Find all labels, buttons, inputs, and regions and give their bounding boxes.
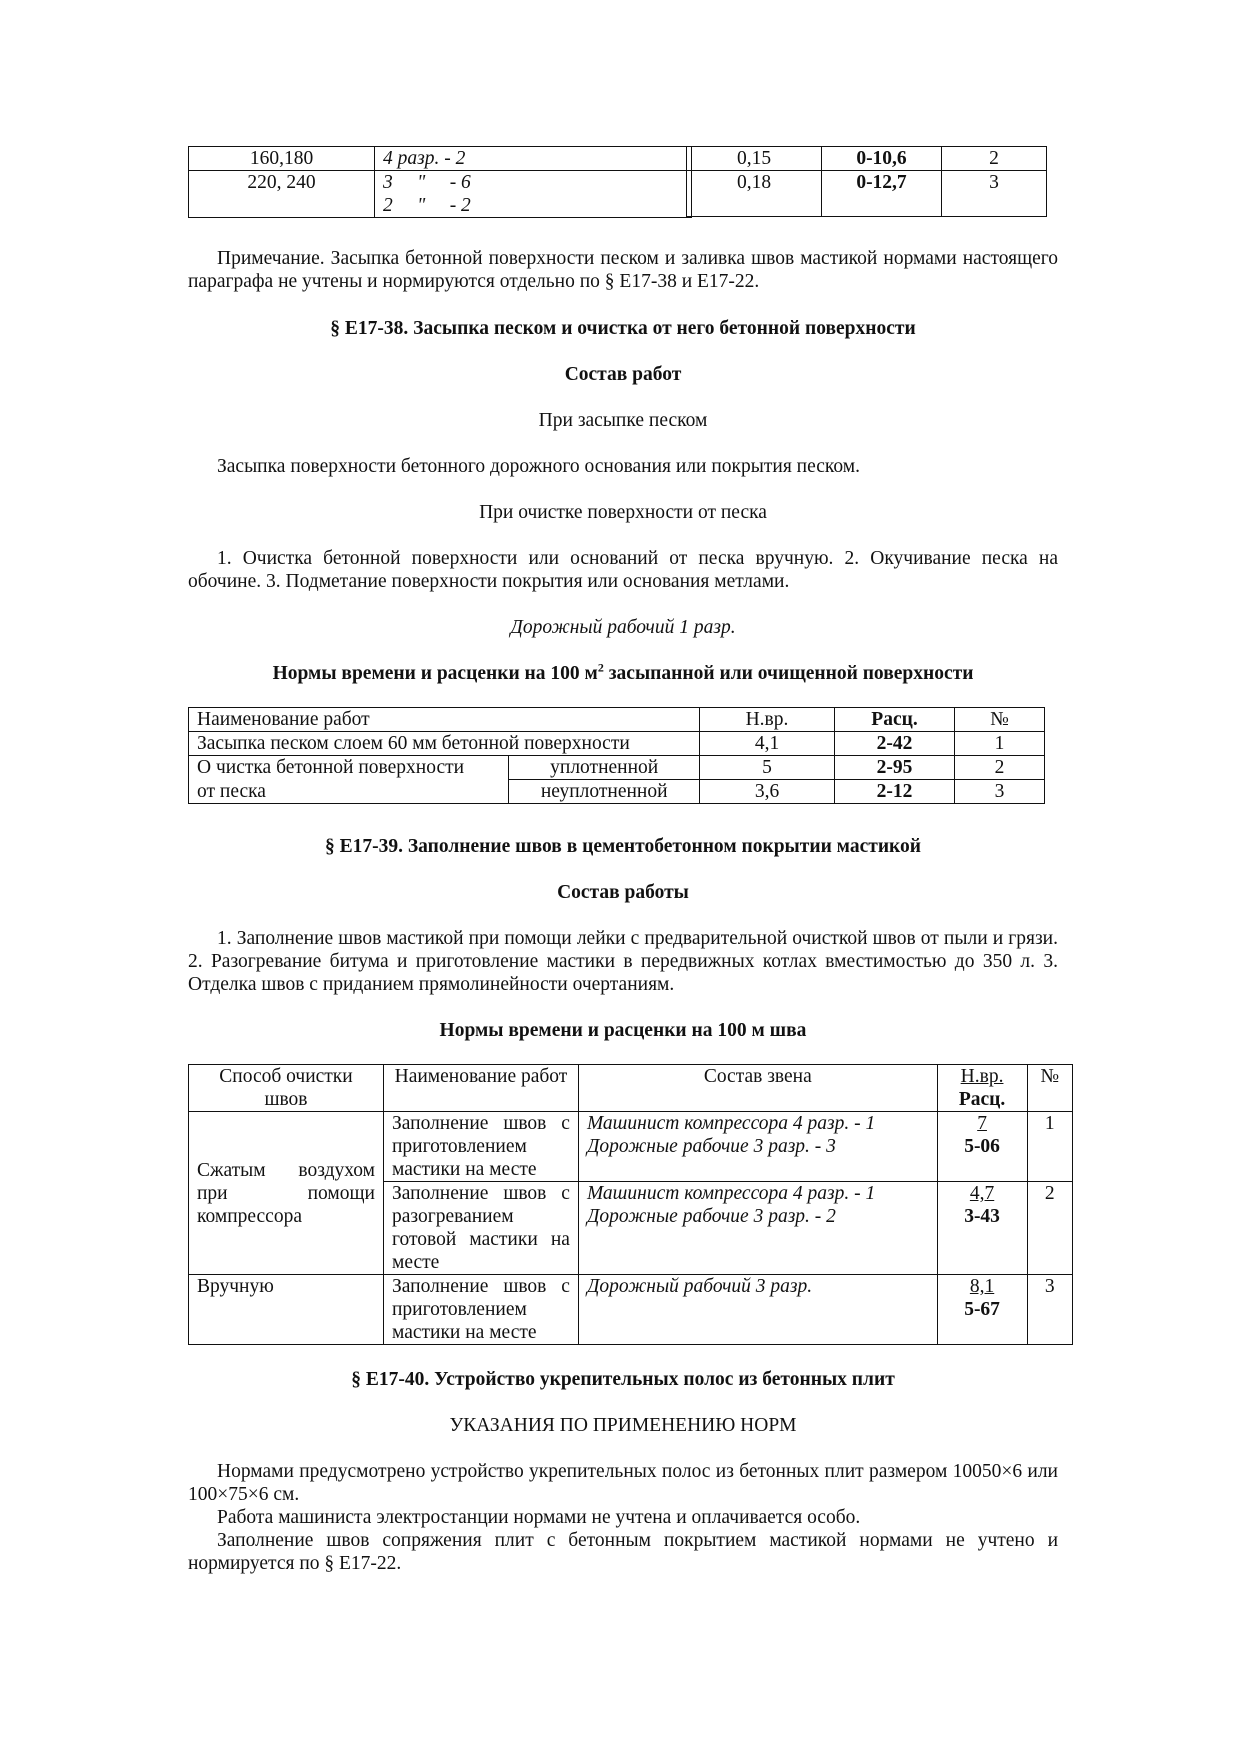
crew-line: Машинист компрессора 4 разр. - 1	[586, 1183, 876, 1204]
header-number: №	[1027, 1065, 1072, 1112]
rate-cell: 2-95	[835, 756, 955, 780]
crew-line: Машинист компрессора 4 разр. - 1	[586, 1113, 876, 1134]
hvr-value: 7	[977, 1113, 987, 1134]
number-cell: 3	[955, 780, 1045, 804]
worker-grade: Дорожный рабочий 1 разр.	[510, 617, 736, 638]
paragraph-instructions-3: Заполнение швов сопряжения плит с бетонным покрытием мастикой нормами не учтено и нормируется по § Е17-22.	[188, 1530, 1058, 1574]
hvr-rate-cell	[937, 1112, 1027, 1182]
header-rate: Расц.	[958, 1089, 1006, 1110]
paragraph-composition: 1. Заполнение швов мастикой при помощи лейки с предварительной очисткой швов от пыли и грязи. 2. Разогревание битума и приготовление мастики в передвижных котлах вместимостью до 350 л. 3. Отделка швов с приданием прямолинейности очертаниям.	[188, 928, 1058, 995]
header-hvr-rate	[937, 1065, 1027, 1112]
hvr-cell: 3,6	[700, 780, 835, 804]
number-cell: 3	[1027, 1275, 1072, 1345]
rate-cell: 2-42	[835, 732, 955, 756]
crew-cell	[578, 1112, 937, 1182]
hvr-value: 8,1	[969, 1276, 995, 1297]
norms-table-e17-39	[188, 1064, 1073, 1345]
work-name: от песка	[189, 780, 509, 804]
section-heading-e17-40: § Е17-40. Устройство укрепительных полос из бетонных плит	[351, 1369, 895, 1390]
header-name: Наименование работ	[189, 708, 700, 732]
norms-title-e17-39: Нормы времени и расценки на 100 м шва	[439, 1020, 807, 1041]
section-heading-e17-39: § Е17-39. Заполнение швов в цементобетонном покрытии мастикой	[324, 836, 922, 857]
header-name: Наименование работ	[383, 1065, 578, 1112]
work-subtype: уплотненной	[509, 756, 700, 780]
hvr-cell: 4,1	[700, 732, 835, 756]
subheading-sanding: При засыпке песком	[538, 410, 708, 431]
hvr-rate-cell	[937, 1182, 1027, 1275]
number-cell: 2	[942, 147, 1047, 171]
rate-cell: 0-12,7	[822, 171, 942, 217]
top-table-right	[686, 146, 1047, 217]
work-subtype: неуплотненной	[509, 780, 700, 804]
header-hvr: Н.вр.	[700, 708, 835, 732]
work-name: Засыпка песком слоем 60 мм бетонной поверхности	[189, 732, 700, 756]
hvr-rate-cell	[937, 1275, 1027, 1345]
header-method: Способ очистки швов	[189, 1065, 384, 1112]
paragraph-instructions-2: Работа машиниста электростанции нормами не учтена и оплачивается особо.	[217, 1507, 861, 1528]
instructions-title: УКАЗАНИЯ ПО ПРИМЕНЕНИЮ НОРМ	[449, 1415, 797, 1436]
table-row	[189, 1112, 1073, 1182]
number-cell: 2	[1027, 1182, 1072, 1275]
norms-title-text: засыпанной или очищенной поверхности	[603, 663, 974, 684]
crew-cell: 4 разр. - 2	[375, 147, 692, 171]
crew-cell	[578, 1182, 937, 1275]
table-row	[189, 1275, 1073, 1345]
table-row	[189, 756, 1045, 780]
norms-title-text: Нормы времени и расценки на 100 м	[272, 663, 598, 684]
work-name: Заполнение швов с приготовлением мастики на месте	[383, 1112, 578, 1182]
table-row	[687, 171, 1047, 217]
norms-title-e17-38	[188, 662, 1058, 685]
table-row	[189, 732, 1045, 756]
subheading-cleaning: При очистке поверхности от песка	[479, 502, 767, 523]
rate-value: 3-43	[964, 1206, 1000, 1227]
rate-cell: 2-12	[835, 780, 955, 804]
number-cell: 1	[1027, 1112, 1072, 1182]
number-cell: 1	[955, 732, 1045, 756]
hvr-cell: 5	[700, 756, 835, 780]
norms-table-e17-38	[188, 707, 1045, 804]
hvr-cell: 0,15	[687, 147, 822, 171]
table-row	[687, 147, 1047, 171]
top-table-left	[188, 146, 692, 218]
header-rate: Расц.	[835, 708, 955, 732]
diameter-cell: 160,180	[189, 147, 375, 171]
section-heading-e17-38: § Е17-38. Засыпка песком и очистка от него бетонной поверхности	[330, 318, 916, 339]
hvr-cell: 0,18	[687, 171, 822, 217]
header-hvr: Н.вр.	[960, 1066, 1004, 1087]
number-cell: 3	[942, 171, 1047, 217]
paragraph-sanding: Засыпка поверхности бетонного дорожного основания или покрытия песком.	[217, 456, 860, 477]
rate-value: 5-06	[964, 1136, 1000, 1157]
rate-cell: 0-10,6	[822, 147, 942, 171]
table-header-row	[189, 1065, 1073, 1112]
table-header-row	[189, 708, 1045, 732]
crew-line: Дорожный рабочий 3 разр.	[586, 1276, 813, 1297]
hvr-value: 4,7	[969, 1183, 995, 1204]
crew-line: 2 " - 2	[383, 195, 471, 216]
work-name: О чистка бетонной поверхности	[189, 756, 509, 780]
method-cell: Вручную	[189, 1275, 384, 1345]
rate-value: 5-67	[964, 1299, 1000, 1320]
crew-line: Дорожные рабочие 3 разр. - 3	[586, 1136, 836, 1157]
norms-title-superscript: 2	[597, 660, 604, 675]
note-paragraph: Примечание. Засыпка бетонной поверхности песком и заливка швов мастикой нормами настоящего параграфа не учтены и нормируются отдельно по § Е17-38 и Е17-22.	[188, 248, 1058, 292]
number-cell: 2	[955, 756, 1045, 780]
composition-title: Состав работы	[557, 882, 689, 903]
composition-title: Состав работ	[564, 364, 682, 385]
table-row	[189, 171, 692, 218]
header-number: №	[955, 708, 1045, 732]
crew-line: 3 " - 6	[383, 172, 471, 193]
table-row	[189, 780, 1045, 804]
method-cell: Сжатым воздухом при помощи компрессора	[189, 1112, 384, 1275]
work-name: Заполнение швов с приготовлением мастики на месте	[383, 1275, 578, 1345]
diameter-cell: 220, 240	[189, 171, 375, 218]
paragraph-cleaning: 1. Очистка бетонной поверхности или оснований от песка вручную. 2. Окучивание песка на обочине. 3. Подметание поверхности покрытия или основания метлами.	[188, 548, 1058, 592]
header-crew: Состав звена	[578, 1065, 937, 1112]
table-row	[189, 147, 692, 171]
crew-cell	[375, 171, 692, 218]
crew-line: Дорожные рабочие 3 разр. - 2	[586, 1206, 836, 1227]
paragraph-instructions-1: Нормами предусмотрено устройство укрепительных полос из бетонных плит размером 10050×6 или 100×75×6 см.	[188, 1461, 1058, 1505]
work-name: Заполнение швов с разогреванием готовой мастики на месте	[383, 1182, 578, 1275]
crew-cell	[578, 1275, 937, 1345]
